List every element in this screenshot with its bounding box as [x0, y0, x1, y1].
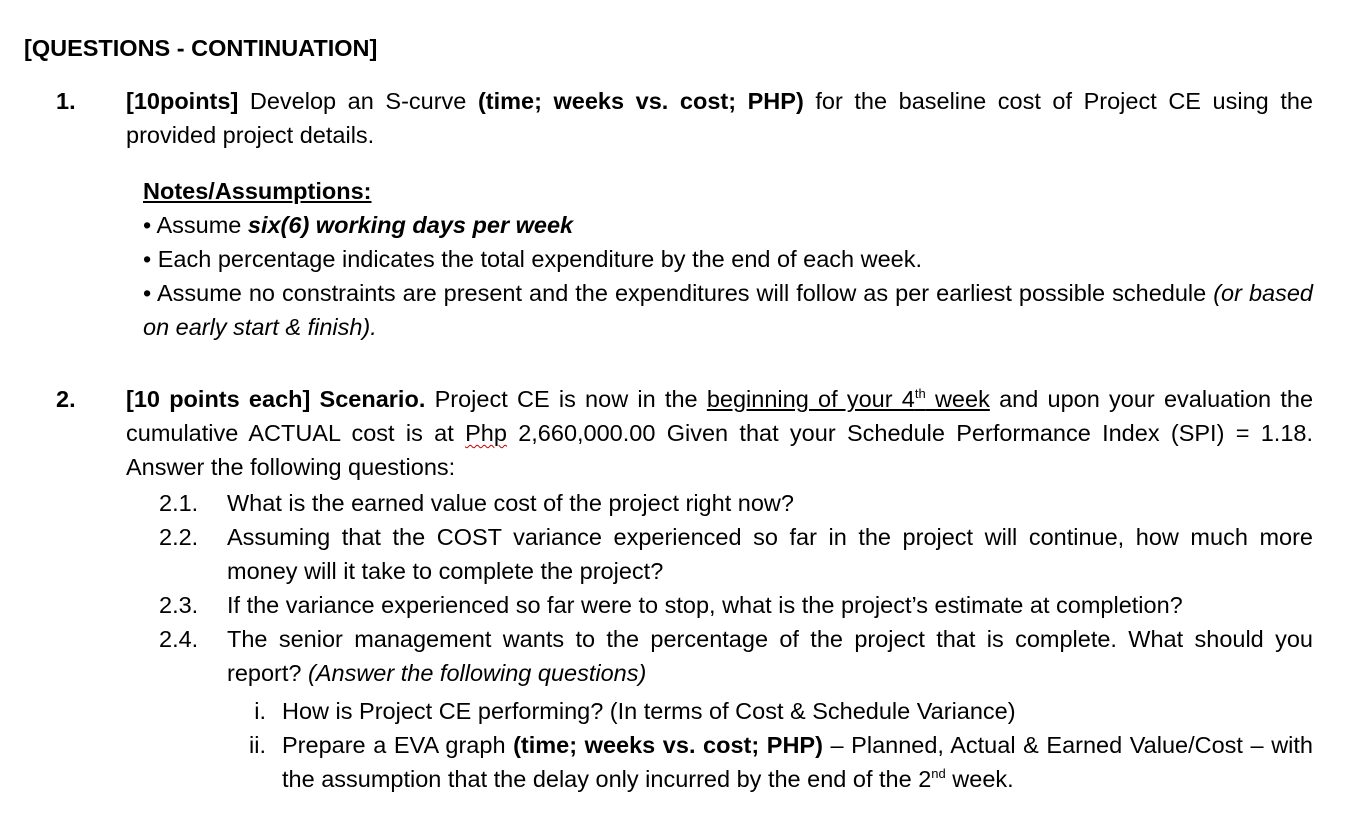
note-1 [143, 208, 1313, 242]
roman-text-ii-a: Prepare a EVA graph [282, 732, 514, 758]
sub-question-number: 2.2. [159, 524, 199, 550]
question-2-text [126, 382, 1313, 484]
roman-item-i [245, 694, 1313, 728]
question-1-text-b: for the baseline cost of Project CE using the provided project details. [126, 88, 1313, 148]
sub-question-italic: (Answer the following questions) [308, 660, 647, 686]
sub-question-number: 2.3. [159, 592, 199, 618]
question-2-underline-b: week [925, 386, 990, 412]
roman-text-ii-b: – Planned, Actual & Earned Value/Cost – with the assumption that the delay only incurred by the end of the 2 [282, 732, 1313, 792]
sub-question-text: The senior management wants to the percentage of the project that is complete. What should you report? [227, 626, 1313, 686]
question-2-number: 2. [56, 386, 76, 412]
spellcheck-php: Php [465, 420, 507, 446]
sub-question-number: 2.4. [159, 626, 199, 652]
sub-question-2-2 [159, 520, 1313, 588]
roman-text-ii-axes: (time; weeks vs. cost; PHP) [513, 732, 823, 758]
sub-question-list [159, 486, 1313, 690]
sub-question-number: 2.1. [159, 490, 199, 516]
notes-block [143, 174, 1313, 344]
roman-item-ii [245, 728, 1313, 796]
sub-question-2-1 [159, 486, 1313, 520]
question-2-text-a: Project CE is now in the [425, 386, 707, 412]
note-3 [143, 276, 1313, 344]
note-2: • Each percentage indicates the total expenditure by the end of each week. [143, 246, 923, 272]
roman-number-i: i. [254, 698, 266, 724]
question-2-underline-a: beginning of your 4 [706, 386, 915, 412]
question-1-text [126, 84, 1313, 152]
question-1-points: [10points] [126, 88, 239, 114]
question-2-points: [10 points each] Scenario. [126, 386, 426, 412]
note-1-prefix: • Assume [143, 212, 248, 238]
sub-question-text: What is the earned value cost of the project right now? [227, 490, 794, 516]
notes-title: Notes/Assumptions: [143, 178, 372, 204]
roman-text-ii-sup: nd [931, 766, 946, 781]
question-2-underline-sup: th [914, 386, 926, 401]
question-1-number: 1. [56, 88, 76, 114]
note-1-emphasis: six(6) working days per week [247, 212, 574, 238]
section-header: [QUESTIONS - CONTINUATION] [24, 35, 378, 61]
sub-question-text: If the variance experienced so far were to stop, what is the project’s estimate at completion? [227, 592, 1183, 618]
sub-question-2-3 [159, 588, 1313, 622]
question-1-axes: (time; weeks vs. cost; PHP) [477, 88, 804, 114]
question-2-text-c: 2,660,000.00 Given that your Schedule Performance Index (SPI) = 1.18. Answer the following questions: [126, 420, 1314, 480]
question-1-text-a: Develop an S-curve [238, 88, 478, 114]
note-3-italic: (or based on early start & finish). [143, 280, 1314, 340]
sub-question-2-4 [159, 622, 1313, 690]
note-3-text: • Assume no constraints are present and the expenditures will follow as per earliest possible schedule [143, 280, 1214, 306]
sub-question-text: Assuming that the COST variance experienced so far in the project will continue, how much more money will it take to complete the project? [227, 524, 1313, 584]
question-2-text-b: and upon your evaluation the cumulative ACTUAL cost is at [126, 386, 1314, 446]
roman-number-ii: ii. [249, 732, 266, 758]
roman-text-ii-c: week. [945, 766, 1014, 792]
roman-list [245, 694, 1313, 796]
question-2-underline [707, 386, 990, 412]
roman-text-i: How is Project CE performing? (In terms of Cost & Schedule Variance) [282, 698, 1016, 724]
